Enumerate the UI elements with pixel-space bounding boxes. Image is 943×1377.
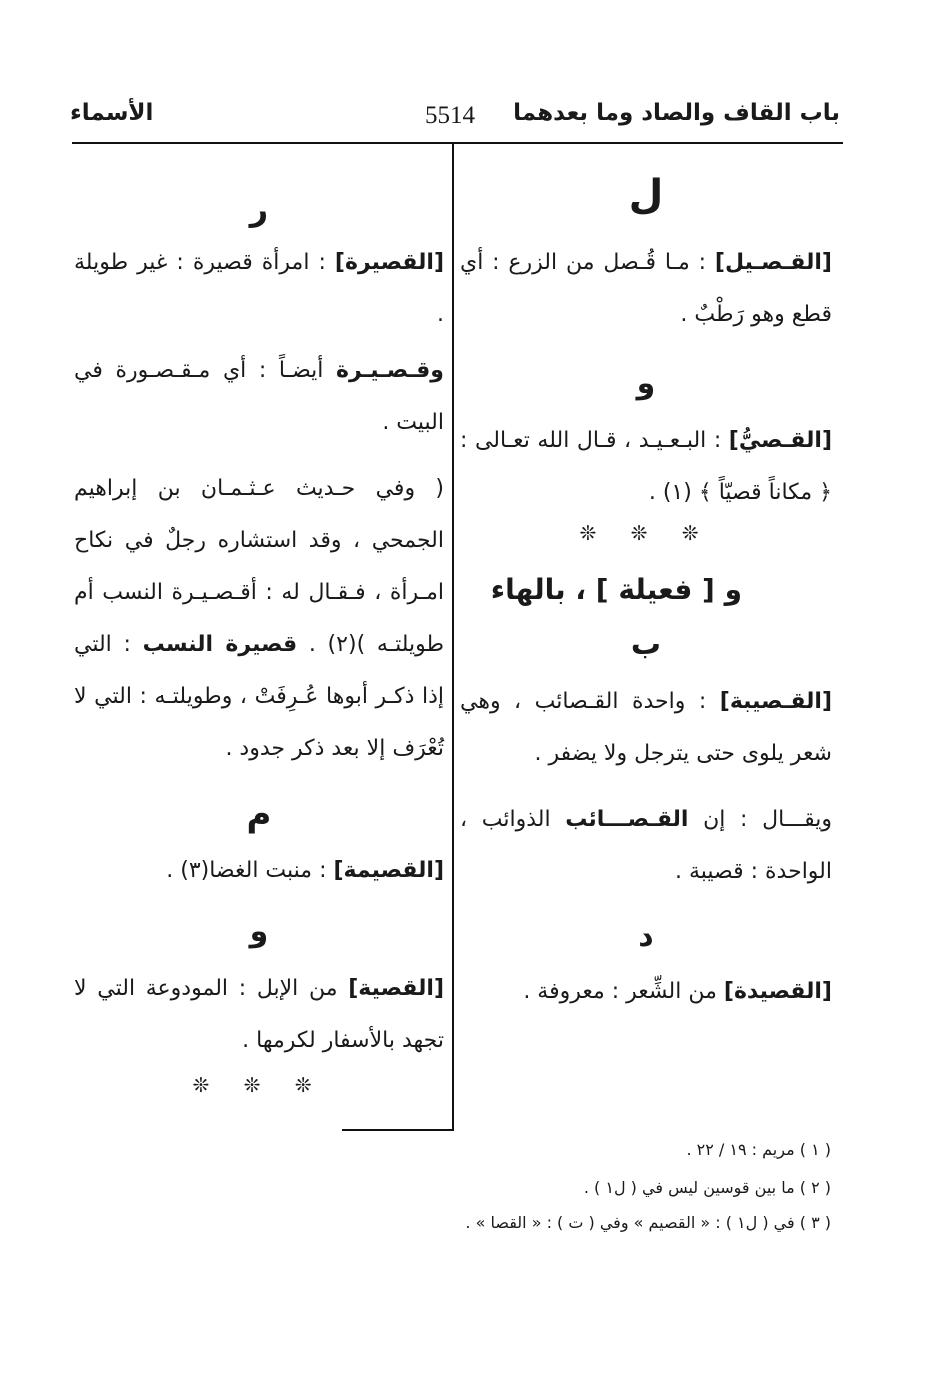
dictionary-entry <box>460 966 832 1018</box>
entry-text: : البـعـيـد ، قـال الله تعـالى : ﴿ مكاناً قصيّاً ﴾ (١) . <box>460 428 832 505</box>
entry-term: [القـصيُّ] <box>728 428 832 453</box>
entry-term: وقـصـيـرة <box>336 358 444 383</box>
dictionary-entry <box>74 237 444 341</box>
chapter-title: باب القاف والصاد وما بعدهما <box>513 100 840 126</box>
entry-term: [القصيمة] <box>333 858 444 883</box>
footnote: ( ١ ) مريم : ١٩ / ٢٢ . <box>686 1140 831 1159</box>
column-divider <box>452 143 454 1131</box>
footnote: ( ٢ ) ما بين قوسين ليس في ( ل١ ) . <box>583 1178 831 1197</box>
letter-heading: و <box>636 366 656 401</box>
section-heading: و [ فعيلة ] ، بالهاء <box>490 573 742 606</box>
dictionary-entry <box>460 415 832 519</box>
dictionary-entry <box>74 845 444 897</box>
entry-term: القـصـــائب <box>565 807 689 832</box>
dictionary-entry <box>74 345 444 449</box>
entry-text: : امرأة قصيرة : غير طويلة . <box>74 250 444 327</box>
entry-text: : مـا قُـصل من الزرع : أي قطع وهو رَطْبٌ . <box>460 250 832 327</box>
dictionary-entry <box>74 963 444 1067</box>
entry-text: : منبت الغضا(٣) . <box>166 858 327 883</box>
header-rule <box>72 142 843 144</box>
page-header <box>70 100 840 134</box>
dictionary-entry <box>74 463 444 775</box>
entry-text: : واحدة القـصائب ، وهي شعر يلوى حتى يترجل ولا يضفر . <box>460 689 832 766</box>
letter-heading: م <box>246 794 272 834</box>
right-column <box>460 172 833 1018</box>
footnote: ( ٣ ) في ( ل١ ) : « القصيم » وفي ( ت ) : « القصا » . <box>465 1213 831 1232</box>
letter-heading: ل <box>628 172 664 218</box>
entry-text: الذوائب ، الواحدة : قصيبة . <box>460 807 832 884</box>
entry-text: : التي إذا ذكـر أبوها عُـرِفَتْ ، وطويلتـه : التي لا تُعْرَف إلا بعد ذكر جدود . <box>74 632 444 761</box>
dictionary-entry <box>460 794 832 898</box>
entry-text: ( وفي حـديث عـثـمـان بن إبراهيم الجمحي ، وقد استشاره رجلٌ في نكاح امـرأة ، فـقـال له : أقـصـيـرة النسب أم طويلتـه )(٢) . <box>74 476 445 657</box>
entry-term: [القصية] <box>348 976 444 1001</box>
footnote-rule <box>342 1129 454 1131</box>
separator: ❊ ❊ ❊ <box>192 1073 326 1097</box>
entry-term: قصيرة النسب <box>142 632 298 657</box>
letter-heading: ر <box>249 190 269 228</box>
entry-term: [القـصـيل] <box>714 250 832 275</box>
dictionary-entry <box>460 237 832 341</box>
entry-text: ويقـــال : إن <box>703 807 832 832</box>
letter-heading: د <box>638 919 654 954</box>
separator: ❊ ❊ ❊ <box>579 521 713 545</box>
entry-term: [القـصيبة] <box>719 689 833 714</box>
entry-text: من الإبل : المودوعة التي لا تجهد بالأسفار لكرمها . <box>74 976 444 1053</box>
entry-term: [القصيدة] <box>723 979 832 1004</box>
left-column <box>74 175 444 1097</box>
letter-heading: و <box>249 914 269 949</box>
dictionary-entry <box>460 676 832 780</box>
section-title: الأسماء <box>70 100 154 126</box>
entry-text: من الشِّعر : معروفة . <box>523 979 717 1004</box>
entry-term: [القصيرة] <box>334 250 444 275</box>
entry-text: أيضـاً : أي مـقـصـورة في البيت . <box>74 358 444 435</box>
page-number: 5514 <box>425 102 475 129</box>
letter-heading: ب <box>630 627 662 662</box>
